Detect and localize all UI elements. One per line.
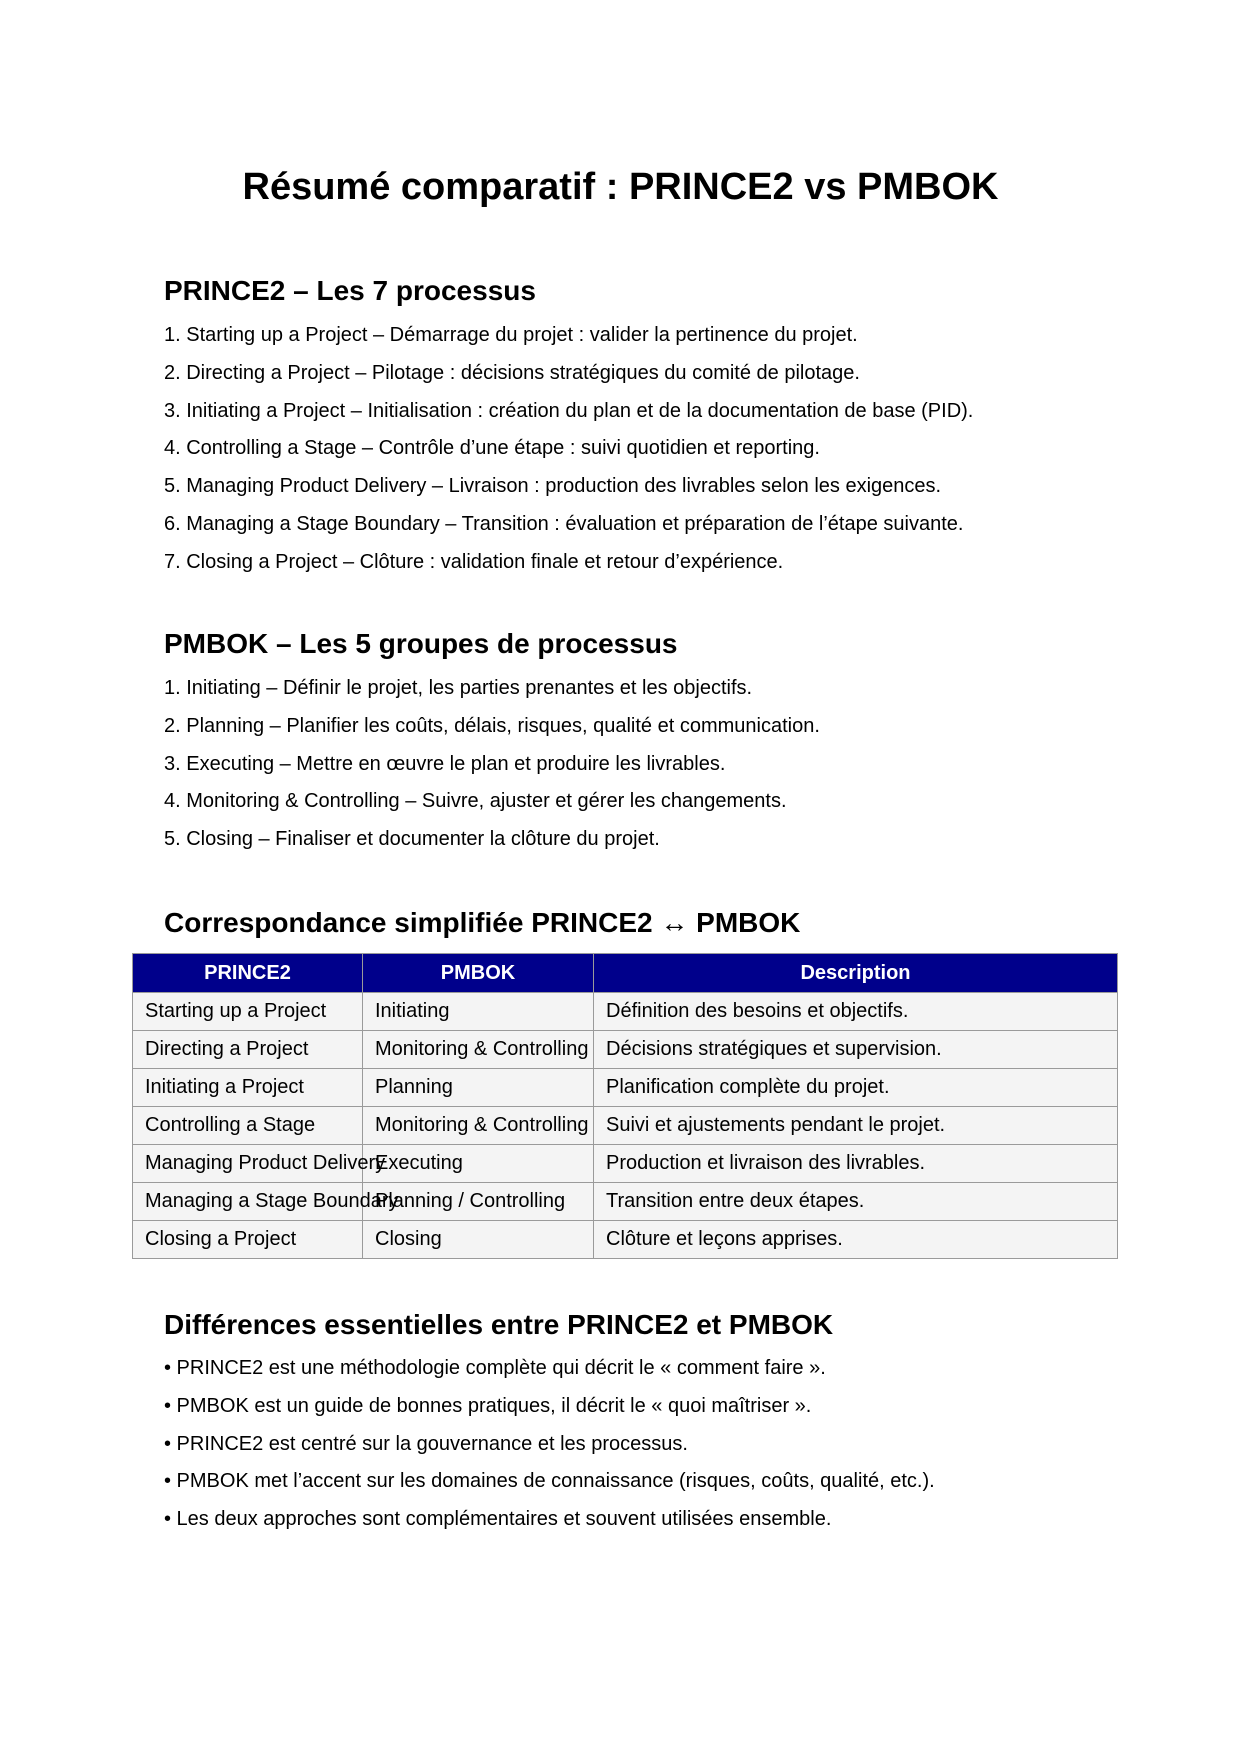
prince2-cell-text: Directing a Project	[145, 1038, 309, 1060]
pmbok-cell	[363, 1145, 594, 1183]
description-cell-text: Production et livraison des livrables.	[606, 1152, 926, 1174]
list-item: 2. Directing a Project – Pilotage : décisions stratégiques du comité de pilotage.	[164, 361, 860, 384]
prince2-cell	[133, 993, 363, 1031]
list-item: • PMBOK met l’accent sur les domaines de connaissance (risques, coûts, qualité, etc.).	[164, 1470, 935, 1493]
table-row	[133, 1183, 1118, 1221]
list-item: • Les deux approches sont complémentaires et souvent utilisées ensemble.	[164, 1508, 832, 1531]
description-cell-text: Planification complète du projet.	[606, 1076, 890, 1098]
differences-list	[164, 1350, 935, 1539]
pmbok-cell	[363, 1107, 594, 1145]
list-item: 2. Planning – Planifier les coûts, délais, risques, qualité et communication.	[164, 714, 820, 737]
prince2-cell-text: Managing Product Delivery	[145, 1152, 386, 1174]
table-row	[133, 1145, 1118, 1183]
description-cell	[594, 1183, 1118, 1221]
pmbok-cell	[363, 1183, 594, 1221]
description-cell-text: Définition des besoins et objectifs.	[606, 1000, 909, 1022]
description-cell-text: Suivi et ajustements pendant le projet.	[606, 1114, 946, 1136]
description-cell	[594, 993, 1118, 1031]
pmbok-cell-text: Executing	[375, 1152, 463, 1174]
column-header: PRINCE2	[133, 954, 363, 993]
table-row	[133, 993, 1118, 1031]
table-row	[133, 1221, 1118, 1259]
mapping-heading: Correspondance simplifiée PRINCE2 ↔ PMBOK	[164, 907, 801, 938]
pmbok-cell-text: Monitoring & Controlling	[375, 1038, 589, 1060]
prince2-cell-text: Initiating a Project	[145, 1076, 304, 1098]
table-row	[133, 1107, 1118, 1145]
prince2-heading: PRINCE2 – Les 7 processus	[164, 275, 536, 306]
pmbok-heading: PMBOK – Les 5 groupes de processus	[164, 628, 678, 659]
mapping-table	[132, 953, 1118, 1259]
column-header: Description	[594, 954, 1118, 993]
list-item: 7. Closing a Project – Clôture : validation finale et retour d’expérience.	[164, 550, 784, 573]
pmbok-cell-text: Monitoring & Controlling	[375, 1114, 589, 1136]
pmbok-cell	[363, 993, 594, 1031]
pmbok-cell	[363, 1031, 594, 1069]
list-item: 3. Executing – Mettre en œuvre le plan et produire les livrables.	[164, 752, 726, 775]
table-header-row	[133, 954, 1118, 993]
column-header: PMBOK	[363, 954, 594, 993]
prince2-process-list	[164, 317, 973, 582]
pmbok-cell	[363, 1221, 594, 1259]
description-cell	[594, 1069, 1118, 1107]
prince2-cell	[133, 1221, 363, 1259]
list-item: 5. Managing Product Delivery – Livraison : production des livrables selon les exigences.	[164, 475, 942, 498]
description-cell	[594, 1221, 1118, 1259]
prince2-cell	[133, 1107, 363, 1145]
list-item: 1. Initiating – Définir le projet, les parties prenantes et les objectifs.	[164, 677, 753, 699]
prince2-cell	[133, 1031, 363, 1069]
list-item: • PRINCE2 est centré sur la gouvernance et les processus.	[164, 1432, 688, 1455]
prince2-cell	[133, 1069, 363, 1107]
list-item: 4. Monitoring & Controlling – Suivre, ajuster et gérer les changements.	[164, 790, 787, 813]
description-cell	[594, 1031, 1118, 1069]
differences-heading: Différences essentielles entre PRINCE2 et PMBOK	[164, 1309, 834, 1340]
list-item: • PRINCE2 est une méthodologie complète qui décrit le « comment faire ».	[164, 1357, 826, 1379]
table-row	[133, 1069, 1118, 1107]
prince2-cell-text: Closing a Project	[145, 1228, 297, 1250]
list-item: 1. Starting up a Project – Démarrage du projet : valider la pertinence du projet.	[164, 324, 858, 346]
pmbok-cell-text: Planning / Controlling	[375, 1190, 566, 1212]
prince2-cell-text: Starting up a Project	[145, 1000, 327, 1022]
list-item: • PMBOK est un guide de bonnes pratiques, il décrit le « quoi maîtriser ».	[164, 1394, 812, 1417]
pmbok-cell-text: Planning	[375, 1076, 453, 1098]
description-cell-text: Décisions stratégiques et supervision.	[606, 1038, 942, 1060]
description-cell-text: Transition entre deux étapes.	[606, 1190, 865, 1212]
list-item: 4. Controlling a Stage – Contrôle d’une étape : suivi quotidien et reporting.	[164, 437, 820, 460]
prince2-cell-text: Controlling a Stage	[145, 1114, 316, 1136]
description-cell	[594, 1145, 1118, 1183]
pmbok-process-list	[164, 670, 820, 859]
description-cell-text: Clôture et leçons apprises.	[606, 1228, 843, 1250]
page-title: Résumé comparatif : PRINCE2 vs PMBOK	[242, 166, 999, 208]
pmbok-cell-text: Initiating	[375, 1000, 450, 1022]
prince2-cell	[133, 1183, 399, 1221]
list-item: 3. Initiating a Project – Initialisation : création du plan et de la documentation de base (PID).	[164, 399, 974, 422]
prince2-cell	[133, 1145, 386, 1183]
pmbok-cell-text: Closing	[375, 1228, 442, 1250]
table-row	[133, 1031, 1118, 1069]
list-item: 6. Managing a Stage Boundary – Transition : évaluation et préparation de l’étape suivante.	[164, 512, 964, 535]
pmbok-cell	[363, 1069, 594, 1107]
prince2-cell-text: Managing a Stage Boundary	[145, 1190, 399, 1212]
description-cell	[594, 1107, 1118, 1145]
list-item: 5. Closing – Finaliser et documenter la clôture du projet.	[164, 828, 660, 851]
